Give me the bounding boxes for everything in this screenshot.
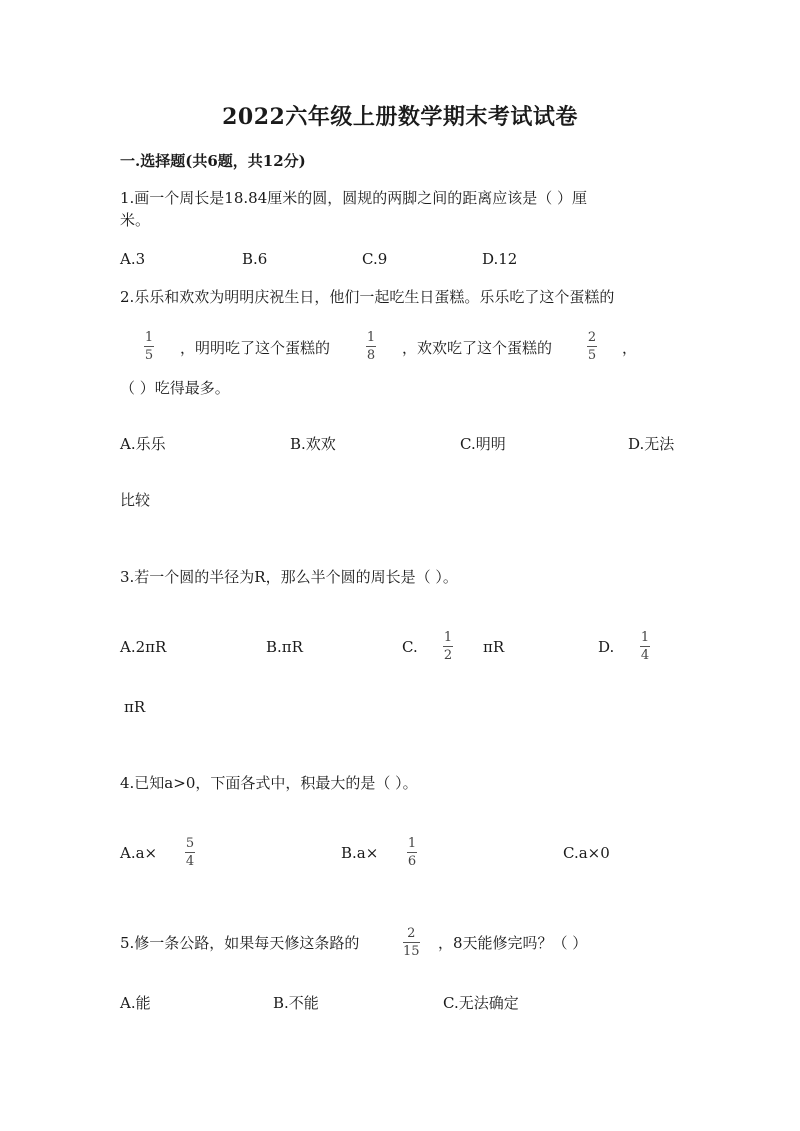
q2-option-a: A.乐乐 [120,435,166,453]
q4-option-b-fraction [407,836,417,869]
fraction-denominator: 5 [587,348,597,363]
fraction-denominator: 4 [185,854,195,869]
q5-option-b: B.不能 [273,994,319,1012]
fraction-bar [366,346,376,347]
q4-stem: 4.已知a>0，下面各式中，积最大的是（ ）。 [120,774,418,792]
q3-option-c-suffix: πR [483,638,505,656]
fraction-numerator: 2 [587,330,597,345]
fraction-numerator: 2 [407,926,416,941]
q3-option-d-fraction [640,630,650,663]
q3-option-c-label: C. [402,638,418,656]
fraction-denominator: 8 [366,348,376,363]
page-title: 2022六年级上册数学期末考试试卷 [222,104,578,130]
fraction-bar [185,852,195,853]
q5-option-a: A.能 [120,994,151,1012]
q1-option-d: D.12 [482,250,518,268]
fraction-numerator: 1 [640,630,650,645]
q5-stem-prefix: 5.修一条公路，如果每天修这条路的 [120,934,360,952]
q2-fraction-3 [587,330,597,363]
q2-option-b: B.欢欢 [290,435,336,453]
q2-option-c: C.明明 [460,435,506,453]
q3-option-c-fraction [443,630,453,663]
fraction-numerator: 1 [144,330,154,345]
q5-fraction [403,926,420,959]
q2-fraction-2 [366,330,376,363]
fraction-numerator: 1 [407,836,417,851]
fraction-bar [640,646,650,647]
fraction-bar [403,942,420,943]
q3-option-a: A.2πR [120,638,167,656]
q2-stem-mid1: ，明明吃了这个蛋糕的 [180,339,331,357]
q1-option-c: C.9 [362,250,388,268]
q4-option-b-label: B.a× [341,844,379,862]
q2-stem-line3: （ ）吃得最多。 [120,379,230,397]
q2-option-d-wrap: 比较 [120,491,151,509]
q1-stem-line2: 米。 [120,211,151,229]
q5-stem-suffix: ，8天能修完吗？（ ） [438,934,588,952]
q2-option-d: D.无法 [628,435,675,453]
q3-option-b: B.πR [266,638,303,656]
q1-option-a: A.3 [120,250,146,268]
fraction-bar [144,346,154,347]
fraction-bar [587,346,597,347]
q3-stem: 3.若一个圆的半径为R，那么半个圆的周长是（ ）。 [120,568,458,586]
q2-stem-line1: 2.乐乐和欢欢为明明庆祝生日，他们一起吃生日蛋糕。乐乐吃了这个蛋糕的 [120,288,615,306]
q2-stem-tail: ， [622,339,638,357]
fraction-numerator: 5 [185,836,195,851]
q4-option-c: C.a×0 [563,844,610,862]
section-heading: 一.选择题(共6题，共12分) [120,152,306,170]
fraction-bar [443,646,453,647]
q1-stem-line1: 1.画一个周长是18.84厘米的圆，圆规的两脚之间的距离应该是（ ）厘 [120,189,588,207]
q3-option-d-wrap: πR [124,698,146,716]
q5-option-c: C.无法确定 [443,994,519,1012]
fraction-bar [407,852,417,853]
fraction-denominator: 4 [640,648,650,663]
fraction-numerator: 1 [366,330,376,345]
fraction-denominator: 15 [403,944,420,959]
q3-option-d-label: D. [598,638,615,656]
q4-option-a-fraction [185,836,195,869]
q2-stem-mid2: ，欢欢吃了这个蛋糕的 [402,339,553,357]
q2-fraction-1 [144,330,154,363]
fraction-denominator: 6 [407,854,417,869]
fraction-numerator: 1 [443,630,453,645]
fraction-denominator: 2 [443,648,453,663]
q1-option-b: B.6 [242,250,268,268]
fraction-denominator: 5 [144,348,154,363]
q4-option-a-label: A.a× [120,844,158,862]
